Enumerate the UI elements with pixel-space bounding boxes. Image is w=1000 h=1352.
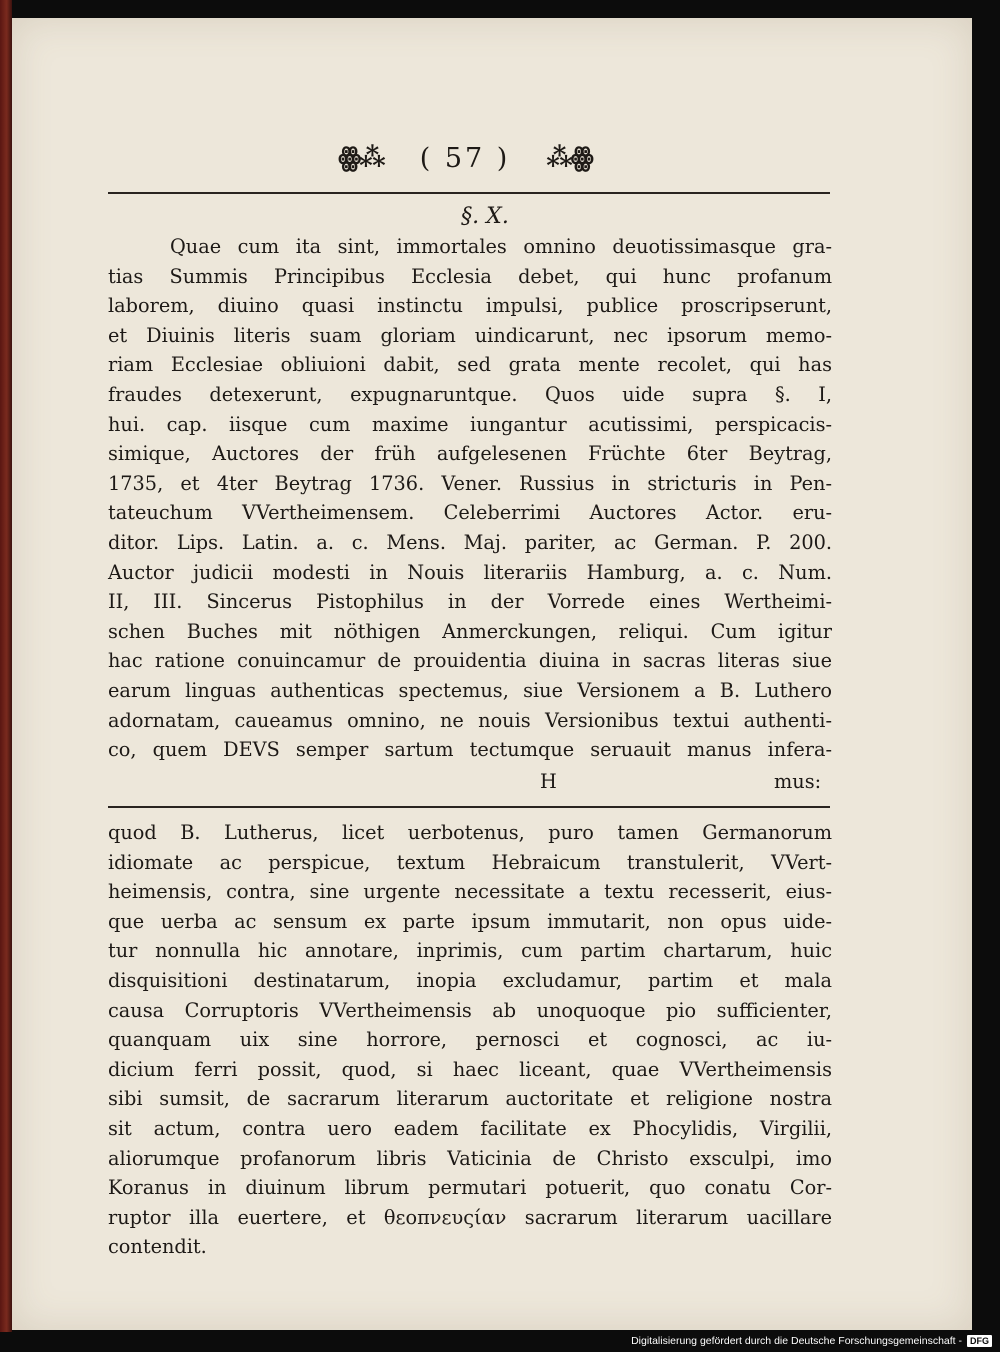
digitization-footer — [631, 1332, 992, 1350]
text-line: schen Buches mit nöthigen Anmerckungen, reliqui. Cum igitur — [108, 619, 832, 643]
text-line: earum linguas authenticas spectemus, siue Versionem a B. Luthero — [108, 678, 832, 702]
text-line: disquisitioni destinatarum, inopia excludamur, partim et mala — [108, 968, 832, 992]
text-line: laborem, diuino quasi instinctu impulsi, publice proscripserunt, — [108, 294, 832, 318]
text-line: ditor. Lips. Latin. a. c. Mens. Maj. pariter, ac German. P. 200. — [108, 530, 832, 554]
text-line: Quae cum ita sint, immortales omnino deuotissimasque gra- — [170, 235, 832, 258]
page-header — [100, 138, 830, 178]
text-line: ruptor illa euertere, et θεοπνευςίαν sacrarum literarum uacillare — [108, 1205, 832, 1229]
text-line: quod B. Lutherus, licet uerbotenus, puro tamen Germanorum — [108, 821, 832, 844]
signature-mark: H — [540, 770, 557, 793]
text-line: hac ratione conuincamur de prouidentia diuina in sacras literas siue — [108, 649, 832, 673]
main-text — [108, 232, 832, 765]
text-line: 1735, et 4ter Beytrag 1736. Vener. Russius in stricturis in Pen- — [108, 471, 832, 495]
text-line: simique, Auctores der früh aufgelesenen Früchte 6ter Beytrag, — [108, 442, 832, 466]
section-heading: §. X. — [461, 204, 509, 229]
text-line: fraudes detexerunt, expugnaruntque. Quos uide supra §. I, — [108, 382, 832, 406]
book-spine-edge — [0, 0, 12, 1332]
text-line: aliorumque profanorum libris Vaticinia de Christo exsculpi, imo — [108, 1146, 832, 1170]
text-line: tur nonnulla hic annotare, inprimis, cum partim chartarum, huic — [108, 939, 832, 963]
text-line: sit actum, contra uero eadem facilitate ex Phocylidis, Virgilii, — [108, 1116, 832, 1140]
text-line: contendit. — [108, 1235, 207, 1259]
text-line: Auctor judicii modesti in Nouis literariis Hamburg, a. c. Num. — [108, 560, 832, 584]
text-line: heimensis, contra, sine urgente necessitate a textu recesserit, eius- — [108, 880, 832, 904]
text-line: sibi sumsit, de sacrarum literarum auctoritate et religione nostra — [108, 1087, 832, 1111]
digitization-credit: Digitalisierung gefördert durch die Deutsche Forschungsgemeinschaft - — [631, 1335, 962, 1347]
text-line: que uerba ac sensum ex parte ipsum immutarit, non opus uide- — [108, 909, 832, 933]
text-line: idiomate ac perspicue, textum Hebraicum transtulerit, VVert- — [108, 850, 832, 874]
text-line: adornatam, caueamus omnino, ne nouis Versionibus textui authenti- — [108, 708, 832, 732]
text-line: II, III. Sincerus Pistophilus in der Vorrede eines Wertheimi- — [108, 590, 832, 614]
text-line: tateuchum VVertheimensem. Celeberrimi Auctores Actor. eru- — [108, 501, 832, 525]
text-line: hui. cap. iisque cum maxime iungantur acutissimi, perspicacis- — [108, 412, 832, 436]
header-rule — [108, 192, 830, 194]
header-ornament-right: ⁂ꙮ — [546, 143, 592, 173]
text-line: quanquam uix sine horrore, pernosci et cognosci, ac iu- — [108, 1028, 832, 1052]
dfg-logo: DFG — [967, 1335, 992, 1347]
text-line: Koranus in diuinum librum permutari potuerit, quo conatu Cor- — [108, 1176, 832, 1200]
text-line: dicium ferri possit, quod, si haec liceant, quae VVertheimensis — [108, 1057, 832, 1081]
text-line: co, quem DEVS semper sartum tectumque seruauit manus infera- — [108, 738, 832, 762]
catchword: mus: — [774, 770, 822, 793]
text-line: riam Ecclesiae obliuioni dabit, sed grata mente recolet, qui has — [108, 353, 832, 377]
text-line: causa Corruptoris VVertheimensis ab unoquoque pio sufficienter, — [108, 998, 832, 1022]
footnote-rule — [108, 806, 830, 808]
text-line: tias Summis Principibus Ecclesia debet, qui hunc profanum — [108, 264, 832, 288]
text-line: et Diuinis literis suam gloriam uindicarunt, nec ipsorum memo- — [108, 323, 832, 347]
page-number: ( 57 ) — [419, 142, 511, 174]
header-ornament-left: ꙮ⁂ — [338, 143, 384, 173]
footnote-text — [108, 818, 832, 1262]
